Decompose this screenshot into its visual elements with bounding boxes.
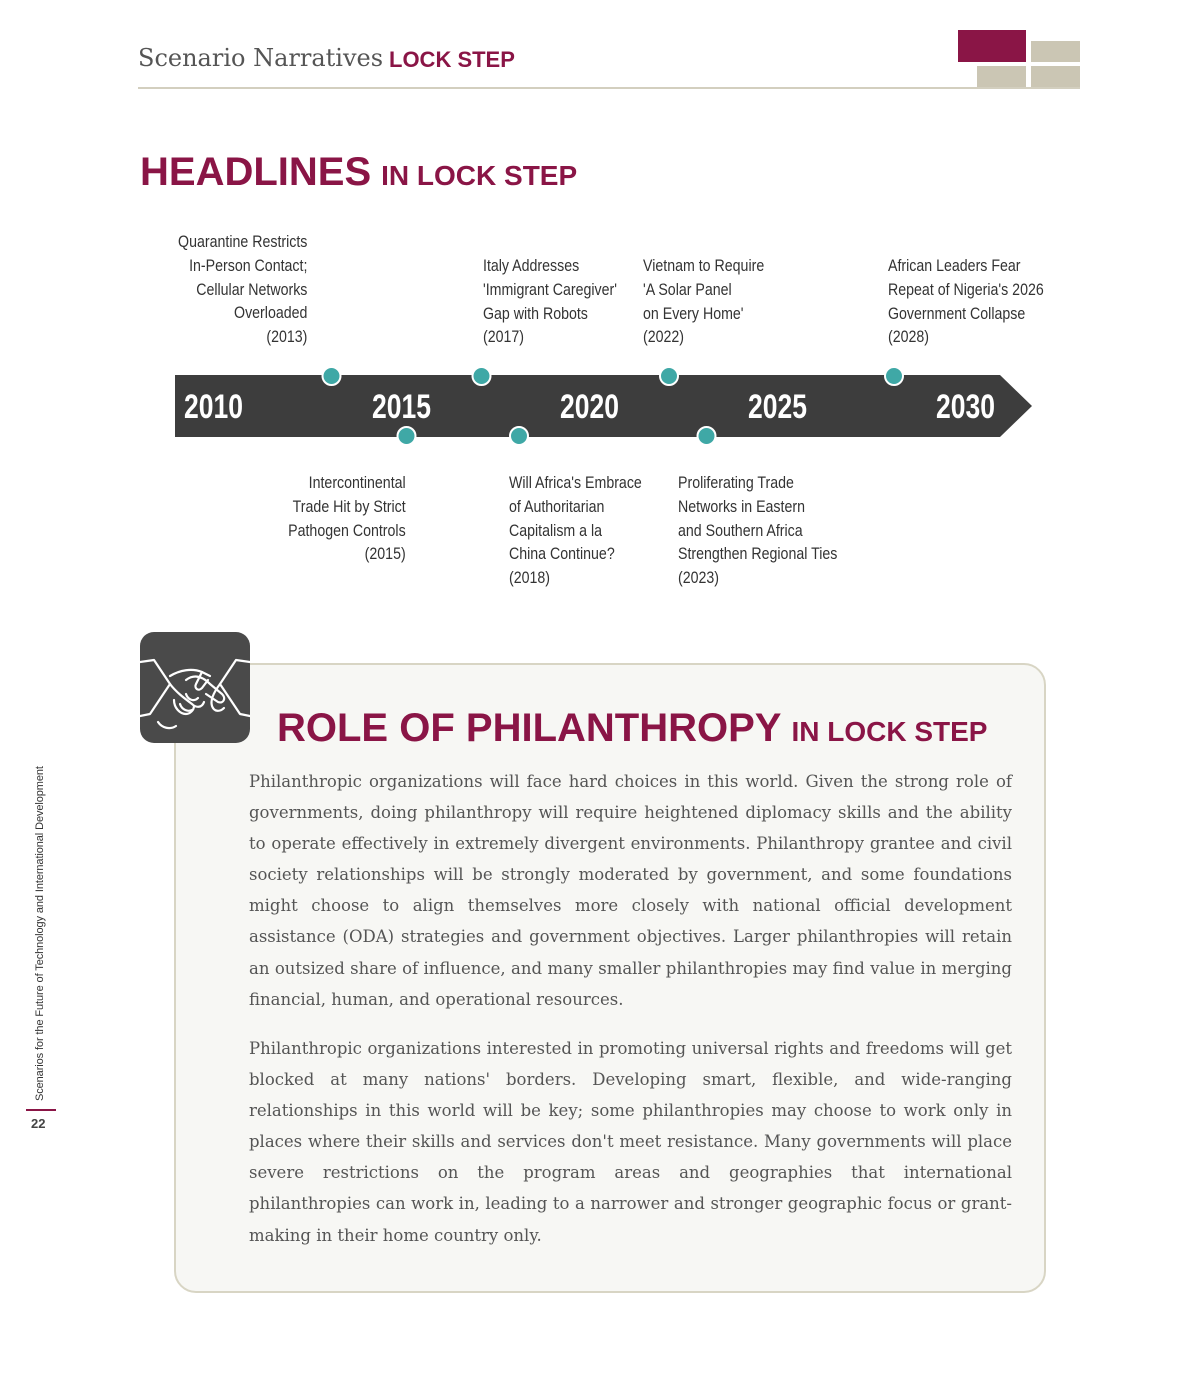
headlines-heading-main: HEADLINES xyxy=(140,150,372,194)
timeline-year-label: 2015 xyxy=(372,388,431,426)
page-number-rule xyxy=(26,1109,56,1111)
headlines-heading-sub: IN LOCK STEP xyxy=(381,160,578,191)
timeline-event-dot-below xyxy=(398,427,416,445)
philanthropy-heading-main: ROLE OF PHILANTHROPY xyxy=(277,706,782,750)
running-header-accent: LOCK STEP xyxy=(389,47,515,72)
timeline-year-label: 2030 xyxy=(936,388,995,426)
headlines-timeline xyxy=(0,0,1203,620)
timeline-event-below: Proliferating Trade Networks in Eastern and Southern Africa Strengthen Regional Ties (2023) xyxy=(678,474,838,588)
timeline-event-below: Intercontinental Trade Hit by Strict Pathogen Controls (2015) xyxy=(288,474,406,564)
timeline-event-above: Quarantine Restricts In-Person Contact; Cellular Networks Overloaded (2013) xyxy=(177,233,307,347)
philanthropy-paragraph: Philanthropic organizations interested in promoting universal rights and freedoms will get blocked at many nations' borders. Developing smart, flexible, and wide-ranging relationships in this world will be key; some philanthropies may choose to work only in places where their skills and services don't meet resistance. Many governments will place severe restrictions on the program areas and geographies that international philanthropies can work in, leading to a narrower and stronger geographic focus or grant-making in their home country only. xyxy=(249,1039,1012,1245)
philanthropy-heading xyxy=(277,706,987,751)
timeline-event-below: Will Africa's Embrace of Authoritarian Capitalism a la China Continue? (2018) xyxy=(509,474,642,588)
philanthropy-paragraph: Philanthropic organizations will face hard choices in this world. Given the strong role of governments, doing philanthropy will require heightened diplomacy skills and the ability to operate effectively in extremely divergent environments. Philanthropy grantee and civil society relationships will be strongly moderated by government, and some foundations might choose to align themselves more closely with national official development assistance (ODA) strategies and government objectives. Larger philanthropies will retain an outsized share of influence, and many smaller philanthropies may find value in merging financial, human, and operational resources. xyxy=(249,772,1012,1009)
timeline-event-dot-above xyxy=(885,367,903,385)
timeline-year-label: 2010 xyxy=(184,388,243,426)
page-number: 22 xyxy=(31,1116,46,1131)
timeline-event-above: Vietnam to Require 'A Solar Panel on Every Home' (2022) xyxy=(643,257,765,347)
timeline-event-dot-above xyxy=(323,367,341,385)
timeline-event-above: Italy Addresses 'Immigrant Caregiver' Gap with Robots (2017) xyxy=(483,257,617,347)
timeline-event-dot-above xyxy=(473,367,491,385)
running-header-title: Scenario Narratives xyxy=(138,44,384,72)
side-running-footer: Scenarios for the Future of Technology and International Development xyxy=(34,766,46,1101)
timeline-event-above: African Leaders Fear Repeat of Nigeria's 2026 Government Collapse (2028) xyxy=(888,257,1044,347)
timeline-event-dot-above xyxy=(660,367,678,385)
timeline-year-label: 2020 xyxy=(560,388,619,426)
timeline-year-label: 2025 xyxy=(748,388,807,426)
handshake-icon-graphic xyxy=(140,632,250,743)
philanthropy-heading-sub: IN LOCK STEP xyxy=(791,716,988,747)
timeline-event-dot-below xyxy=(698,427,716,445)
handshake-icon xyxy=(140,632,250,743)
timeline-event-dot-below xyxy=(510,427,528,445)
